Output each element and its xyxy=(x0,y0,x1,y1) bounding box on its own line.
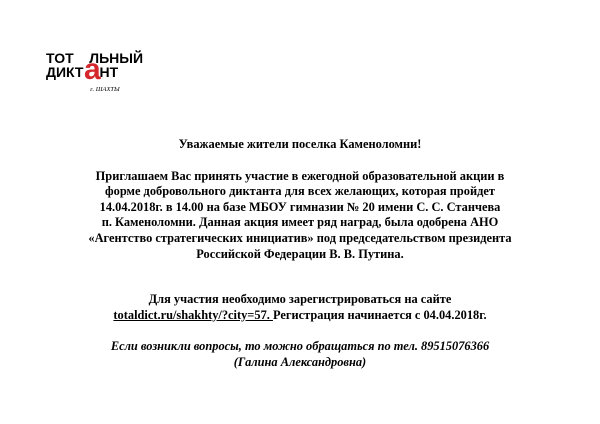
logo-graphic xyxy=(44,40,194,100)
contact-name: (Галина Александровна) xyxy=(233,354,367,369)
invite-line-1: Приглашаем Вас принять участие в ежегодной образовательной акции в xyxy=(95,168,505,183)
invite-line-5: «Агентство стратегических инициатив» под председательством президента xyxy=(88,230,512,245)
totaldict-logo xyxy=(44,40,194,100)
invite-line-4: п. Каменоломни. Данная акция имеет ряд наград, была одобрена АНО xyxy=(101,215,499,230)
registration-paragraph xyxy=(30,292,570,323)
invite-line-3: 14.04.2018г. в 14.00 на базе МБОУ гимназии № 20 имени С. С. Станчева xyxy=(99,199,501,214)
logo-accent-letter: а xyxy=(84,53,101,86)
contact-line-1: Если возникли вопросы, то можно обращаться по тел. 89515076366 xyxy=(110,339,490,354)
logo-line2: ДИКТ НТ xyxy=(46,64,119,80)
invitation-body xyxy=(30,137,570,371)
greeting-heading: Уважаемые жители поселка Каменоломни! xyxy=(178,137,422,151)
invite-line-2: форме добровольного диктанта для всех желающих, которая пройдет xyxy=(105,184,495,199)
register-line-1: Для участия необходимо зарегистрироваться на сайте xyxy=(148,292,452,307)
register-start-date: Регистрация начинается с 04.04.2018г. xyxy=(272,307,487,322)
logo-city: г. ШАХТЫ xyxy=(90,86,120,93)
contact-paragraph xyxy=(30,339,570,370)
registration-link[interactable]: totaldict.ru/shakhty/?city=57. xyxy=(113,307,273,322)
logo-line1: ТОТ ЛЬНЫЙ xyxy=(46,50,144,66)
invitation-paragraph xyxy=(30,169,570,263)
invite-line-6: Российской Федерации В. В. Путина. xyxy=(196,246,404,261)
